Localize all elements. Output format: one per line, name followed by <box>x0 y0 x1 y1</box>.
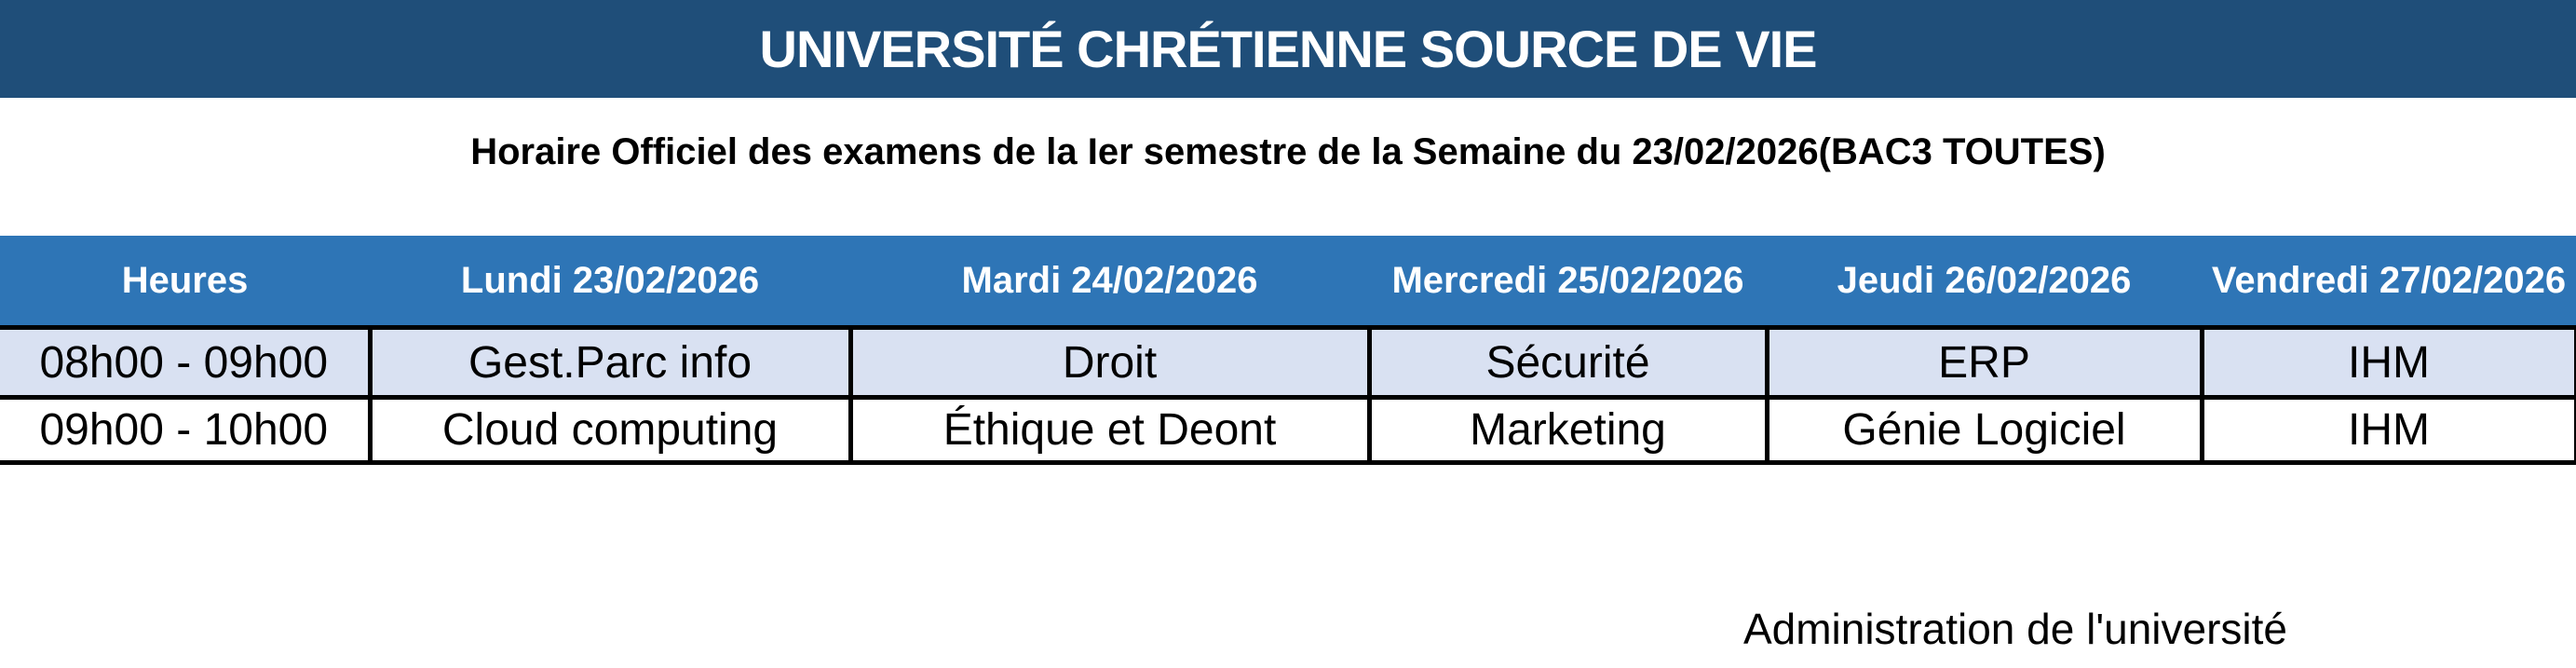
schedule-subtitle: Horaire Officiel des examens de la Ier semestre de la Semaine du 23/02/2026(BAC3 TOUTES) <box>470 131 2106 172</box>
exam-schedule-table <box>0 236 2576 465</box>
header-cell-lundi: Lundi 23/02/2026 <box>370 236 850 328</box>
subject-cell: ERP <box>1767 328 2202 398</box>
header-cell-vendredi: Vendredi 27/02/2026 <box>2202 236 2576 328</box>
header-cell-jeudi: Jeudi 26/02/2026 <box>1767 236 2202 328</box>
header-cell-mardi: Mardi 24/02/2026 <box>850 236 1369 328</box>
table-row <box>0 398 2576 463</box>
subject-cell: IHM <box>2202 328 2576 398</box>
subject-cell: Marketing <box>1369 398 1767 463</box>
time-cell: 08h00 - 09h00 <box>0 328 370 398</box>
subject-cell: Cloud computing <box>370 398 850 463</box>
subject-cell: Gest.Parc info <box>370 328 850 398</box>
table-row <box>0 328 2576 398</box>
subject-cell: Sécurité <box>1369 328 1767 398</box>
university-banner <box>0 0 2576 98</box>
footer-signature: Administration de l'université <box>1742 605 2287 653</box>
subject-cell: IHM <box>2202 398 2576 463</box>
table-header-row <box>0 236 2576 328</box>
subject-cell: Droit <box>850 328 1369 398</box>
time-cell: 09h00 - 10h00 <box>0 398 370 463</box>
subject-cell: Éthique et Deont <box>850 398 1369 463</box>
subject-cell: Génie Logiciel <box>1767 398 2202 463</box>
header-cell-heures: Heures <box>0 236 370 328</box>
header-cell-mercredi: Mercredi 25/02/2026 <box>1369 236 1767 328</box>
university-title: UNIVERSITÉ CHRÉTIENNE SOURCE DE VIE <box>759 20 1817 78</box>
